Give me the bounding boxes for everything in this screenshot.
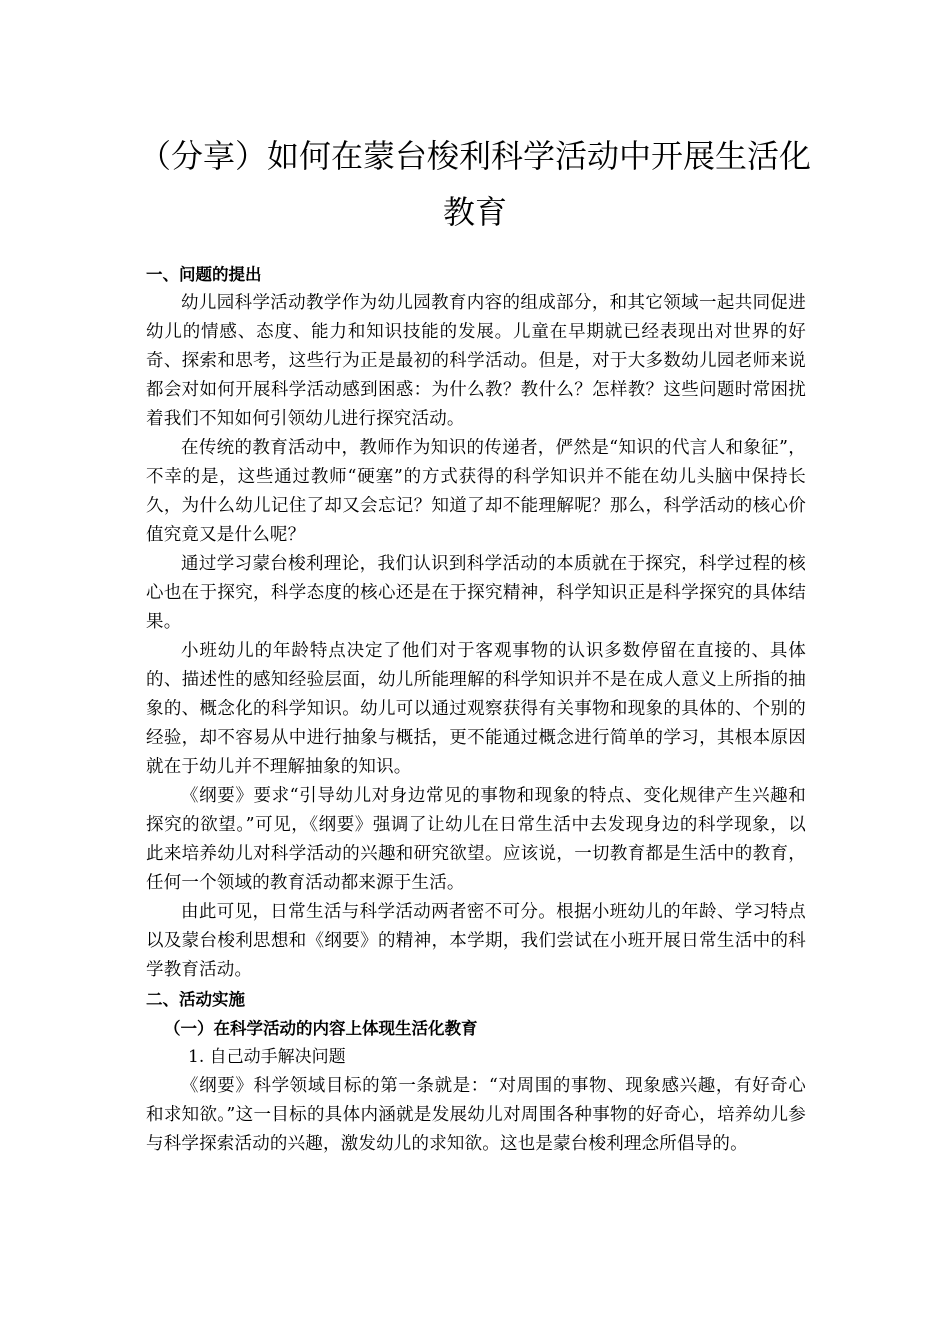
- section-heading-2: 二、活动实施: [146, 990, 245, 1009]
- paragraph: 在传统的教育活动中，教师作为知识的传递者，俨然是“知识的代言人和象征”，不幸的是，这些通过教师“硬塞”的方式获得的科学知识并不能在幼儿头脑中保持长久，为什么幼儿记住了却又会忘记？知道了却不能理解呢？那么，科学活动的核心价值究竟又是什么呢？: [146, 438, 806, 545]
- paragraph: 《纲要》要求“引导幼儿对身边常见的事物和现象的特点、变化规律产生兴趣和探究的欲望。”可见，《纲要》强调了让幼儿在日常生活中去发现身边的科学现象，以此来培养幼儿对科学活动的兴趣和研究欲望。应该说，一切教育都是生活中的教育，任何一个领域的教育活动都来源于生活。: [146, 786, 806, 893]
- paragraph: 幼儿园科学活动教学作为幼儿园教育内容的组成部分，和其它领域一起共同促进幼儿的情感、态度、能力和知识技能的发展。儿童在早期就已经表现出对世界的好奇、探索和思考，这些行为正是最初的科学活动。但是，对于大多数幼儿园老师来说都会对如何开展科学活动感到困惑：为什么教？教什么？怎样教？这些问题时常困扰着我们不知如何引领幼儿进行探究活动。: [146, 293, 806, 429]
- document-body: [146, 260, 806, 1159]
- title-line-2: 教育: [442, 193, 507, 231]
- document-title: [120, 128, 830, 240]
- paragraph: 小班幼儿的年龄特点决定了他们对于客观事物的认识多数停留在直接的、具体的、描述性的感知经验层面，幼儿所能理解的科学知识并不是在成人意义上所指的抽象的、概念化的科学知识。幼儿可以通过观察获得有关事物和现象的具体的、个别的经验，却不容易从中进行抽象与概括，更不能通过概念进行简单的学习，其根本原因就在于幼儿并不理解抽象的知识。: [146, 641, 806, 777]
- paragraph: 由此可见，日常生活与科学活动两者密不可分。根据小班幼儿的年龄、学习特点以及蒙台梭利思想和《纲要》的精神，本学期，我们尝试在小班开展日常生活中的科学教育活动。: [146, 902, 806, 980]
- subsection-heading-1: （一）在科学活动的内容上体现生活化教育: [164, 1019, 478, 1038]
- paragraph: 通过学习蒙台梭利理论，我们认识到科学活动的本质就在于探究，科学过程的核心也在于探究，科学态度的核心还是在于探究精神，科学知识正是科学探究的具体结果。: [146, 554, 806, 632]
- paragraph: 《纲要》科学领域目标的第一条就是：“对周围的事物、现象感兴趣，有好奇心和求知欲。”这一目标的具体内涵就是发展幼儿对周围各种事物的好奇心，培养幼儿参与科学探索活动的兴趣，激发幼儿的求知欲。这也是蒙台梭利理念所倡导的。: [146, 1076, 806, 1154]
- item-heading-1: 1. 自己动手解决问题: [188, 1047, 346, 1067]
- section-heading-1: 一、问题的提出: [146, 265, 262, 284]
- title-line-1: （分享）如何在蒙台梭利科学活动中开展生活化: [138, 137, 811, 175]
